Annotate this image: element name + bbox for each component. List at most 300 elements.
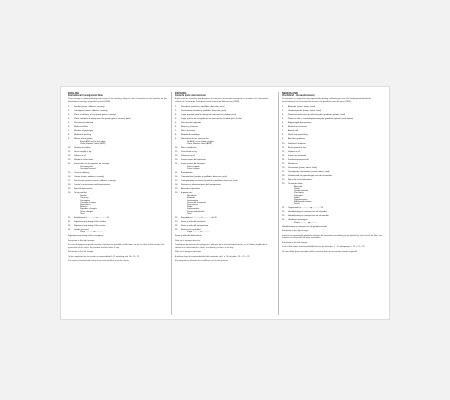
field-number: 12. <box>175 155 178 158</box>
field-item <box>175 217 275 219</box>
field-content <box>74 221 168 223</box>
field-label: Bruto gewicht in kg <box>288 146 306 149</box>
field-number: 5. <box>175 122 177 125</box>
field-subitem: Afzender <box>294 185 303 188</box>
field-item <box>175 188 275 190</box>
field-item <box>175 159 275 161</box>
field-number: 1. <box>175 106 177 109</box>
field-item <box>175 118 275 120</box>
footer-note: Ingeval van gevaarlijke goederen behalve de eventuele vermelding op de laatste lijn van het vak de klas, het nummer en eventueel de letter vermelden. <box>282 234 382 240</box>
field-content <box>181 225 275 227</box>
column-language: NEDERLAND <box>282 92 298 95</box>
field-number: 2. <box>68 110 70 113</box>
field-label: Voorbehoud en opmerkingen van de vervoerder <box>288 174 333 177</box>
field-number: 10. <box>282 142 285 145</box>
field-content <box>181 151 275 153</box>
field-label: Geadresseerde (naam, adres, land) <box>288 110 321 113</box>
footer-note: To be completed on the sender's responsibility 1-15 including and 19+ 21+ 22. <box>68 255 140 258</box>
field-item <box>282 143 382 145</box>
field-item <box>68 180 168 182</box>
field-item <box>282 130 382 132</box>
field-content <box>181 188 275 190</box>
field-sublist <box>74 166 168 170</box>
field-number: 8. <box>175 134 177 137</box>
field-content <box>288 151 382 153</box>
field-content <box>288 134 382 136</box>
field-item <box>68 184 168 186</box>
field-subitem: Bijkomende kosten <box>294 201 312 204</box>
footer-note: The spaces framed with heavy lines must be filled in by the carrier. <box>68 259 130 262</box>
field-number: 9. <box>68 138 70 141</box>
field-label: Rembours <box>288 162 298 165</box>
field-label: Documentos adjuntos <box>181 122 202 125</box>
field-label: Instrucciones del remitente <box>181 159 206 162</box>
field-content <box>288 106 382 108</box>
field-subitem: Currency <box>80 197 89 200</box>
field-subitem: Exact ADR on the last edge <box>80 141 106 144</box>
field-content <box>288 122 382 124</box>
field-number: 11. <box>68 151 71 154</box>
field-number: 17. <box>68 180 71 183</box>
field-sublist <box>74 141 168 145</box>
field-label: Volumen en m³ <box>181 155 195 158</box>
column-english <box>65 92 171 315</box>
field-label: Aard der goederen <box>288 138 306 141</box>
field-number: 11. <box>175 151 178 154</box>
field-item <box>68 114 168 116</box>
field-content <box>288 211 382 213</box>
field-label: To be paid by: <box>74 192 87 195</box>
field-label: Marcas y números <box>181 126 199 129</box>
column-intro: A pesar de las cláusulas que disponen lo contrario, el presente transporte se somete a lo Convención relativa al Contrato de Transporte Internacional de Mercancías (CMR). <box>175 98 269 103</box>
field-content <box>74 155 168 157</box>
field-sublist <box>74 195 168 215</box>
field-content <box>288 167 382 169</box>
field-number: 19. <box>282 178 285 181</box>
field-label: Consignee (name, address, country) <box>74 110 108 113</box>
footer-note: El transportista rellenará los casilleros con líneas gruesas. <box>175 259 229 262</box>
column-spanish <box>171 92 278 315</box>
field-content <box>288 126 382 128</box>
field-number: 22. <box>175 220 178 223</box>
field-label: Peso bruto en kg <box>181 151 197 154</box>
field-number: 20. <box>175 192 178 195</box>
field-subitem: Sender <box>80 195 87 198</box>
field-label: Goods received <box>74 228 89 231</box>
field-number: 10. <box>68 147 71 150</box>
field-content <box>181 130 275 132</box>
field-label: Signature and stamp of the sender <box>74 220 106 223</box>
field-subitem: Descuentos <box>187 203 198 206</box>
field-item <box>68 118 168 120</box>
field-item <box>282 171 382 173</box>
field-content <box>74 147 168 149</box>
field-label: Reservas y observaciones del transportista <box>181 184 221 187</box>
field-item <box>68 110 168 112</box>
field-item <box>68 130 168 132</box>
field-content <box>181 229 275 234</box>
field-number: 5. <box>68 122 70 125</box>
field-label: Statistical number <box>74 147 91 150</box>
field-content <box>288 183 382 206</box>
field-subitem: Totaal <box>294 203 300 206</box>
field-content <box>181 159 275 161</box>
field-label: Núm. estadístico <box>181 147 197 150</box>
field-content <box>288 215 382 217</box>
field-item <box>68 122 168 124</box>
field-label: A pagar por: <box>181 192 193 195</box>
field-item <box>68 126 168 128</box>
footer-note: Exception in the left margin: <box>282 241 308 244</box>
field-number: 21. <box>68 216 71 219</box>
field-item <box>175 122 275 124</box>
field-number: 8. <box>282 134 284 137</box>
field-content <box>74 118 168 120</box>
field-subitem: Carriage paid <box>80 166 93 169</box>
field-label: Merken en nummers <box>288 126 308 129</box>
field-number: 21. <box>175 216 178 219</box>
field-item <box>175 151 275 153</box>
field-number: 23. <box>175 224 178 227</box>
field-number: 14. <box>175 163 178 166</box>
field-item <box>175 147 275 149</box>
field-item <box>175 180 275 182</box>
field-content <box>288 118 382 120</box>
field-item <box>282 167 382 169</box>
field-number: 2. <box>282 110 284 113</box>
field-item <box>175 163 275 170</box>
field-content <box>181 180 275 182</box>
field-content <box>74 163 168 170</box>
field-label: Transportistas sucesivos (nombre y apellidos, dirección, país) <box>181 180 238 183</box>
field-label: Number of packages <box>74 130 94 133</box>
field-label: Vervoerder (naam, adres, land) <box>288 166 317 169</box>
field-item <box>175 138 275 145</box>
field-number: 3. <box>282 114 284 117</box>
field-label: Wijze van verpakking <box>288 134 308 137</box>
field-subitem: Lugar ............ el ............ <box>187 231 210 234</box>
field-label: Lugar previsto para la entrega de mercancías (ciudad, país) <box>181 114 237 117</box>
field-number: 21. <box>282 207 285 210</box>
field-content <box>181 147 275 149</box>
field-item <box>175 184 275 186</box>
field-number: 14. <box>282 158 285 161</box>
field-item <box>68 147 168 149</box>
footer-note: Exception in the right margin: <box>282 230 309 233</box>
field-item <box>282 126 382 128</box>
field-number: 4. <box>175 118 177 121</box>
field-label: Gross weight in kg <box>74 151 92 154</box>
field-subitem: Carriage charges <box>80 201 96 204</box>
field-number: 24. <box>68 228 71 231</box>
field-number: 4. <box>68 118 70 121</box>
field-subitem: Porte a pagar <box>187 168 200 171</box>
field-item <box>175 221 275 223</box>
field-subitem: Balance <box>80 206 88 209</box>
field-content <box>288 143 382 145</box>
field-content <box>74 122 168 124</box>
field-number: 6. <box>68 126 70 129</box>
field-subitem: Geadresseerde <box>294 190 309 193</box>
field-label: Método de embalaje <box>181 134 200 137</box>
field-item <box>175 130 275 132</box>
field-content <box>288 147 382 149</box>
field-label: Mercancías recibidas <box>181 228 201 231</box>
field-subitem: Saldo <box>187 206 193 209</box>
field-subitem: Other charges <box>80 210 94 213</box>
cmr-document-sheet <box>60 86 390 320</box>
field-item <box>68 134 168 136</box>
field-subitem: Total <box>80 212 85 215</box>
field-sublist <box>288 222 382 224</box>
field-label: Special agreements <box>74 188 93 191</box>
field-label: Núm. de bultos <box>181 130 195 133</box>
field-content <box>181 217 275 219</box>
field-content <box>181 138 275 145</box>
field-number: 17. <box>175 180 178 183</box>
field-item <box>68 106 168 108</box>
column-dutch <box>278 92 385 315</box>
field-number: 6. <box>282 126 284 129</box>
field-content <box>74 114 168 116</box>
field-item <box>68 163 168 170</box>
field-subitem: Precio del transporte <box>187 201 207 204</box>
field-content <box>74 188 168 190</box>
column-intro: Dit transport is, ongeacht enig tegenstrijdig beding, onderworpen aan het Verdrag betreffende de overeenkomst tot internationaal vervoer van goederen over de weg (CMR). <box>282 98 371 103</box>
field-sublist <box>288 186 382 206</box>
column-title: International Consignment Note <box>68 95 103 97</box>
field-content <box>74 130 168 132</box>
field-number: 1. <box>282 106 284 109</box>
field-number: 19. <box>175 188 178 191</box>
field-item <box>282 122 382 124</box>
field-number: 23. <box>282 215 285 218</box>
field-item <box>282 215 382 217</box>
field-number: 16. <box>282 166 285 169</box>
footer-note: Handtekening en stempel van de geadresseerde <box>282 225 327 228</box>
field-label: Transportista (nombre y apellidos, dirección, país) <box>181 176 228 179</box>
field-item <box>282 151 382 153</box>
field-subitem: Consignee <box>80 199 90 202</box>
footer-note: In te vullen onder verantwoordelijkheid van de afzender: 1 - 15 inbegrepen + 19 + 21 + 22. <box>282 246 366 249</box>
field-content <box>181 106 275 108</box>
field-number: 23. <box>68 224 71 227</box>
field-item <box>68 155 168 157</box>
field-item <box>282 110 382 112</box>
field-item <box>68 225 168 227</box>
field-number: 20. <box>282 182 285 185</box>
field-number: 3. <box>175 114 177 117</box>
field-item <box>68 159 168 161</box>
field-content <box>288 138 382 140</box>
field-content <box>288 207 382 209</box>
field-content <box>288 159 382 161</box>
field-subitem: Valuta <box>294 187 300 190</box>
field-label: Remitente (nombre y apellidos, dirección, país) <box>181 106 225 109</box>
field-label: Instrucciones de franqueo <box>181 163 205 166</box>
field-subitem: Place ............ on ............ <box>80 231 104 234</box>
field-subitem: Se ADR, en el último renglón <box>187 141 214 144</box>
field-item <box>282 211 382 213</box>
field-subitem: Plaats ............ op ............ <box>294 222 318 225</box>
field-content <box>181 114 275 116</box>
field-subitem: Kortingen <box>294 194 303 197</box>
field-number: 7. <box>175 130 177 133</box>
field-sublist <box>181 141 275 145</box>
field-item <box>68 229 168 234</box>
field-number: 10. <box>175 147 178 150</box>
field-item <box>282 106 382 108</box>
field-label: Marks and Nos <box>74 126 88 129</box>
field-item <box>175 225 275 227</box>
field-label: Statistisch nummer <box>288 142 306 145</box>
field-label: Place and date of taking over the goods (place, country, date) <box>74 118 131 121</box>
field-number: 16. <box>68 176 71 179</box>
field-label: Sender's instructions <box>74 159 94 162</box>
field-content <box>181 163 275 170</box>
field-subitem: Porte pagado <box>187 166 200 169</box>
field-item <box>175 229 275 234</box>
field-label: Aantal colli <box>288 130 299 133</box>
field-label: Te betalen door: <box>288 182 303 185</box>
footer-note: Sólo en el margen derecho: <box>175 239 201 242</box>
field-content <box>74 138 168 145</box>
footer-note: Signature and stamp of the consignee <box>68 235 104 238</box>
field-number: 9. <box>282 138 284 141</box>
field-content <box>74 176 168 178</box>
field-content <box>74 172 168 174</box>
field-number: 11. <box>282 146 285 149</box>
column-title: Carta de porte internacional <box>175 95 206 97</box>
field-number: 14. <box>68 163 71 166</box>
field-number: 16. <box>175 176 178 179</box>
footer-note: A rellenar bajo la responsabilidad del remitente: de 1 a 15 incluidos, 19 + 21 + 22. <box>175 255 251 258</box>
field-content <box>74 180 168 182</box>
field-content <box>181 184 275 186</box>
field-number: 2. <box>175 110 177 113</box>
field-content <box>74 192 168 215</box>
column-language: ENGLISH <box>68 92 80 95</box>
field-label: Method of packing <box>74 134 91 137</box>
field-subitem: Supplem. charges <box>80 208 97 211</box>
footer-note: De met dikke lijnen omrande vakken moeten door de vervoerder worden ingevuld. <box>282 250 358 253</box>
field-label: Speciale overeenkomsten <box>288 178 312 181</box>
field-item <box>175 134 275 136</box>
field-subitem: Moneda <box>187 197 195 200</box>
field-number: 13. <box>68 159 71 162</box>
column-title: Vrachtbrief - Versandocument <box>282 95 315 97</box>
field-label: Instructies afzender <box>288 154 307 157</box>
field-content <box>288 179 382 181</box>
field-item <box>282 207 382 209</box>
field-label: Volume in m³ <box>288 150 301 153</box>
field-number: 15. <box>282 162 285 165</box>
field-item <box>282 118 382 120</box>
field-item <box>282 155 382 157</box>
field-number: 5. <box>282 122 284 125</box>
field-item <box>175 172 275 174</box>
field-content <box>74 217 168 219</box>
field-subitem: Destinatario <box>187 199 199 202</box>
field-content <box>74 159 168 161</box>
field-item <box>68 188 168 190</box>
field-content <box>181 155 275 157</box>
field-number: 7. <box>282 130 284 133</box>
field-label: Lugar y fecha de recogida de las mercancías (ciudad, país, fecha) <box>181 118 242 121</box>
field-content <box>74 126 168 128</box>
field-label: Expedido en ............. el ............. de 20 <box>181 216 217 219</box>
field-number: 13. <box>282 154 285 157</box>
field-item <box>68 151 168 153</box>
field-number: 15. <box>68 172 71 175</box>
field-number: 3. <box>68 114 70 117</box>
field-item <box>282 179 382 181</box>
field-content <box>181 176 275 178</box>
field-label: Plaats bestemd voor de aflevering der goederen (plaats, land) <box>288 114 345 117</box>
field-item <box>282 175 382 177</box>
field-number: 22. <box>282 211 285 214</box>
field-number: 4. <box>282 118 284 121</box>
field-label: Opvolgende vervoerders (naam, adres, land) <box>288 170 330 173</box>
field-content <box>74 225 168 227</box>
field-subitem: Suplementos <box>187 208 200 211</box>
field-label: Signature and stamp of the carrier <box>74 224 106 227</box>
field-number: 1. <box>68 106 70 109</box>
field-label: A reembolso <box>181 172 193 175</box>
field-content <box>181 134 275 136</box>
field-label: Established in ............. on ............. 20 <box>74 216 109 219</box>
field-label: Sender (name, address, country) <box>74 106 105 109</box>
field-item <box>175 126 275 128</box>
field-number: 8. <box>68 134 70 137</box>
field-label: Instructions as to payment for carriage <box>74 163 110 166</box>
footer-note: Exception to the left margin: <box>68 251 94 254</box>
field-item <box>175 110 275 112</box>
field-label: Carrier (name, address, country) <box>74 176 105 179</box>
footer-note: Sólo en el margen izquierdo: <box>175 251 202 254</box>
field-label: Firma y sello del transportista <box>181 224 209 227</box>
field-subitem: Supplementen <box>294 198 308 201</box>
field-label: Documents attached <box>74 122 94 125</box>
field-content <box>181 110 275 112</box>
field-label: Acuerdos especiales <box>181 188 201 191</box>
field-number: 18. <box>68 184 71 187</box>
field-item <box>68 192 168 215</box>
field-label: Bijgevoegde documenten <box>288 122 312 125</box>
field-label: Destinatario (nombre y apellidos, dirección, país) <box>181 110 227 113</box>
field-label: Nature of the goods <box>74 138 93 141</box>
field-number: 12. <box>68 155 71 158</box>
field-content <box>288 219 382 224</box>
field-content <box>74 151 168 153</box>
field-label: Afzender (naam, adres, land) <box>288 106 315 109</box>
field-content <box>288 130 382 132</box>
field-content <box>288 175 382 177</box>
field-content <box>288 110 382 112</box>
field-item <box>282 159 382 161</box>
field-number: 13. <box>175 159 178 162</box>
field-content <box>74 134 168 136</box>
field-subitem: Class Number Letter (ADR) <box>80 143 106 146</box>
field-content <box>181 192 275 215</box>
field-label: Plaats en dat. v. inontvangstneming der goederen (plaats, land, datum) <box>288 118 354 121</box>
field-content <box>288 163 382 165</box>
field-content <box>181 118 275 120</box>
field-content <box>181 126 275 128</box>
field-item <box>68 138 168 145</box>
column-language: ESPAÑOL <box>175 92 187 95</box>
field-content <box>74 106 168 108</box>
